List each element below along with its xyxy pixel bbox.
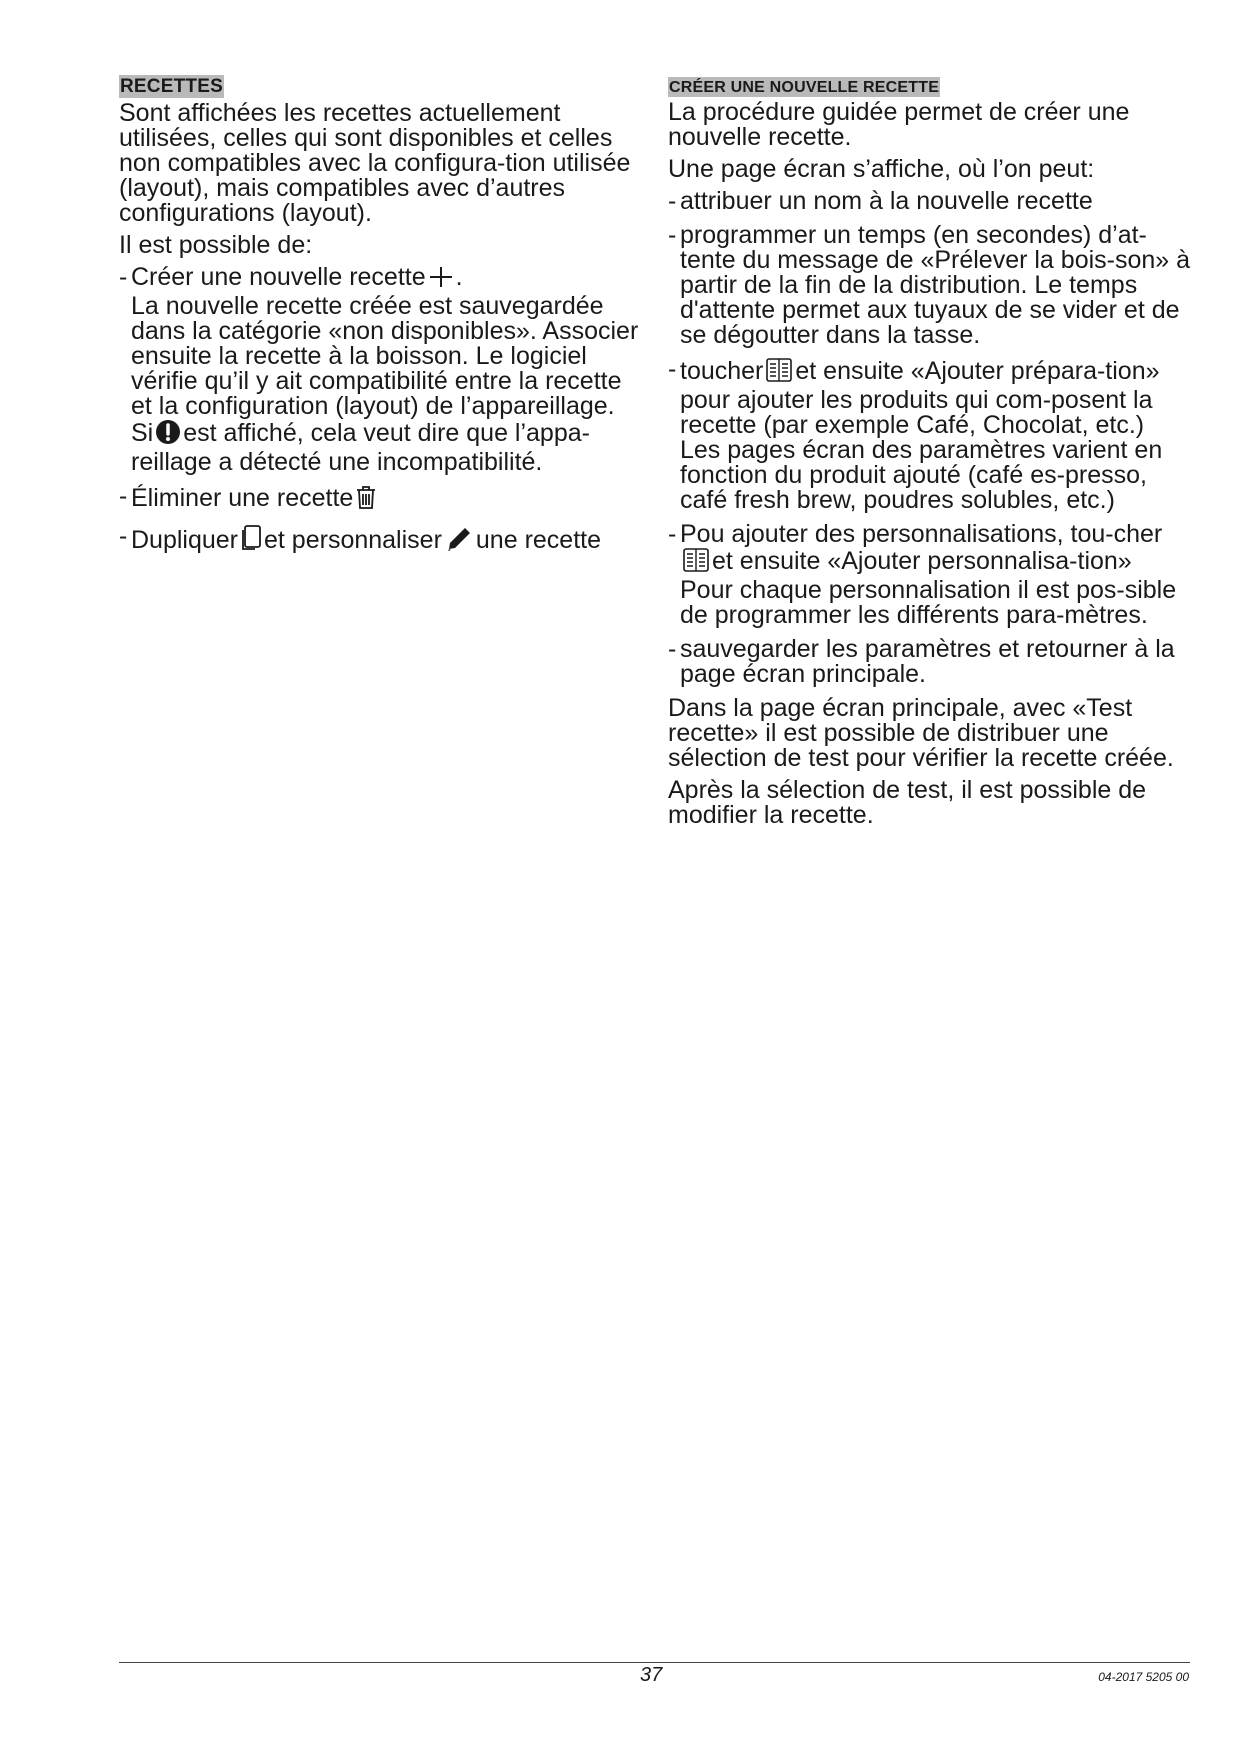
recipe-book-icon — [765, 357, 793, 388]
section-heading-create: CRÉER UNE NOUVELLE RECETTE — [669, 79, 940, 96]
save-text: sauvegarder les paramètres et retourner à la page écran principale. — [680, 635, 1175, 688]
duplicate-part2: et personnaliser — [264, 526, 442, 554]
list-dash: - — [119, 482, 128, 510]
list-item-add-personalisation — [668, 522, 1193, 628]
list-dash: - — [668, 221, 677, 249]
create-outro-1: Dans la page écran principale, avec «Test recette» il est possible de distribuer une sélection de test pour vérifier la recette créée. — [668, 694, 1174, 772]
plus-icon — [428, 265, 454, 294]
list-item-delete — [119, 484, 639, 515]
create-intro-1: La procédure guidée permet de créer une nouvelle recette. — [668, 98, 1130, 151]
recettes-intro: Sont affichées les recettes actuellement utilisées, celles qui sont disponibles et celles non compatibles avec la configura-tion utilisée (layout), mais compatibles avec d’autres configurations (layout). — [119, 99, 631, 227]
warn-prefix: Si — [131, 419, 154, 447]
add-prep-pre: toucher — [680, 357, 764, 385]
list-dash: - — [119, 263, 128, 291]
list-item-name — [668, 189, 1193, 214]
right-column — [668, 72, 1193, 835]
create-lead: Créer une nouvelle recette — [131, 263, 426, 291]
delete-text: Éliminer une recette — [131, 484, 354, 512]
add-prep-extra: Les pages écran des paramètres varient en fonction du produit ajouté (café es-presso, café fresh brew, poudres solubles, etc.) — [680, 436, 1163, 514]
possible-label: Il est possible de: — [119, 231, 313, 259]
left-column — [119, 72, 639, 566]
duplicate-icon — [240, 524, 262, 557]
list-item-add-preparation — [668, 357, 1193, 513]
section-heading-recettes: RECETTES — [120, 76, 223, 97]
alert-circle-icon — [155, 419, 181, 450]
add-pers-extra: Pour chaque personnalisation il est pos-sible de programmer les différents para-mètres. — [680, 576, 1177, 629]
list-item-create — [119, 265, 639, 475]
add-prep-post: et ensuite «Ajouter prépara-tion» pour ajouter les produits qui com-posent la recette (par exemple Café, Chocolat, etc.) — [680, 357, 1160, 439]
add-pers-post: et ensuite «Ajouter personnalisa-tion» — [712, 547, 1132, 575]
list-dash: - — [668, 355, 677, 383]
list-dash: - — [668, 635, 677, 663]
create-body: La nouvelle recette créée est sauvegardée dans la catégorie «non disponibles». Associer ensuite la recette à la boisson. Le logiciel vérifie qu’il y ait compatibilité entre la recette et la configuration (layout) de l’appareillage. — [131, 292, 639, 420]
add-pers-pre: Pou ajouter des personnalisations, tou-cher — [680, 520, 1163, 548]
page-number: 37 — [640, 1664, 663, 1686]
create-outro-2: Après la sélection de test, il est possible de modifier la recette. — [668, 776, 1147, 829]
name-text: attribuer un nom à la nouvelle recette — [680, 187, 1093, 215]
list-dash: - — [668, 520, 677, 548]
list-item-duplicate — [119, 524, 639, 557]
wait-time-text: programmer un temps (en secondes) d’at-tente du message de «Prélever la bois-son» à partir de la fin de la distribution. Le temps d'attente permet aux tuyaux de se vider et de se dégoutter dans la tasse. — [680, 221, 1191, 349]
footer-divider — [119, 1662, 1190, 1663]
duplicate-part1: Dupliquer — [131, 526, 239, 554]
list-item-save — [668, 637, 1193, 687]
list-dash: - — [119, 522, 128, 550]
recipe-book-icon — [682, 547, 710, 578]
document-code: 04-2017 5205 00 — [1098, 1670, 1189, 1684]
list-item-wait-time — [668, 223, 1193, 348]
warn-text: est affiché, cela veut dire que l’appa-reillage a détecté une incompatibilité. — [131, 419, 590, 476]
create-lead-end: . — [455, 263, 463, 291]
pencil-icon — [444, 524, 474, 557]
trash-icon — [355, 484, 377, 515]
create-intro-2: Une page écran s’affiche, où l’on peut: — [668, 155, 1095, 183]
list-dash: - — [668, 187, 677, 215]
duplicate-part3: une recette — [475, 526, 601, 554]
